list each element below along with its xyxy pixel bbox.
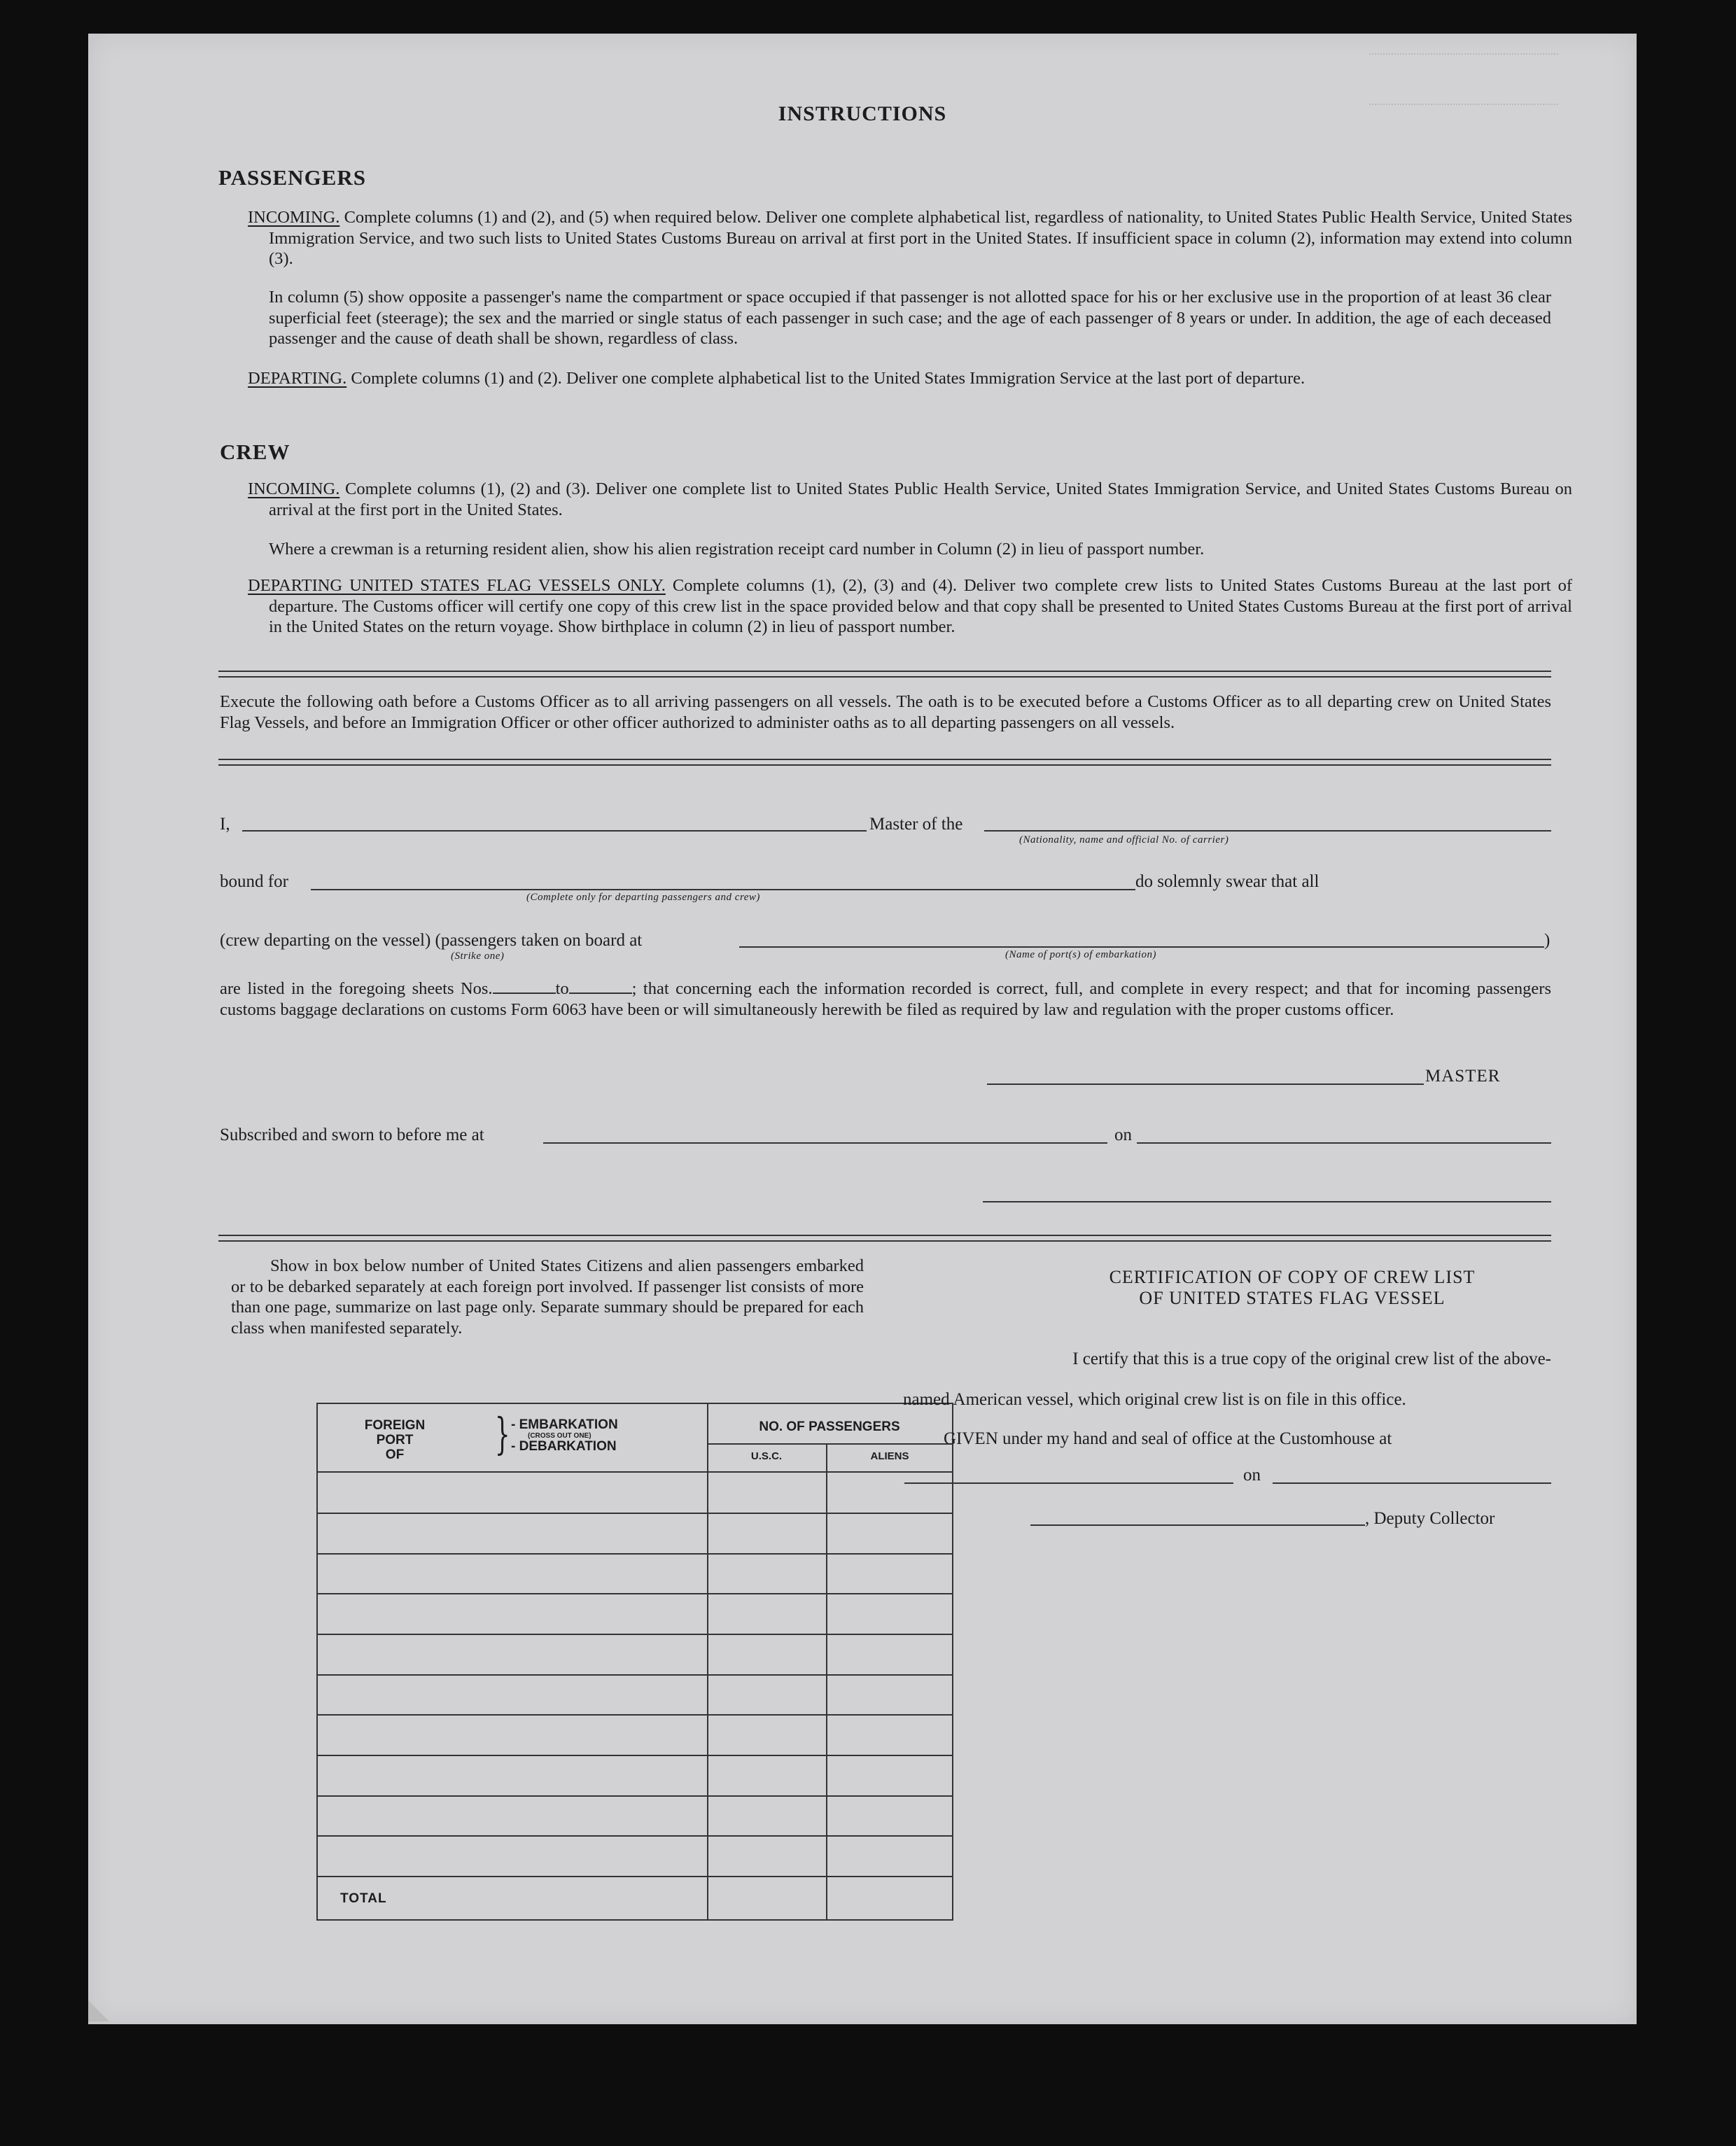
passengers-departing-text: Complete columns (1) and (2). Deliver one complete alphabetical list to the United States Immigration Service at the last port of departure. bbox=[351, 369, 1306, 388]
deputy-collector-signature-field[interactable] bbox=[1030, 1524, 1365, 1526]
crew-departing-label: (crew departing on the vessel) (passengers taken on board at bbox=[220, 931, 643, 950]
passengers-count-header: NO. OF PASSENGERS bbox=[759, 1419, 900, 1434]
close-paren: ) bbox=[1544, 931, 1550, 950]
usc-header: U.S.C. bbox=[750, 1450, 783, 1462]
certification-title-line2: OF UNITED STATES FLAG VESSEL bbox=[1139, 1288, 1446, 1308]
certify-line1: I certify that this is a true copy of the original crew list of the above- bbox=[1072, 1349, 1551, 1368]
master-name-field[interactable] bbox=[242, 830, 867, 832]
sworn-place-field[interactable] bbox=[543, 1142, 1107, 1144]
passengers-departing-paragraph bbox=[248, 368, 1572, 389]
of-label: OF bbox=[385, 1447, 405, 1462]
bound-for-caption: (Complete only for departing passengers and crew) bbox=[526, 892, 760, 903]
to-label: to bbox=[555, 979, 569, 998]
embarkation-label: - EMBARKATION bbox=[511, 1417, 618, 1432]
carrier-field[interactable] bbox=[984, 830, 1551, 832]
oath-instructions-paragraph: Execute the following oath before a Customs Officer as to all arriving passengers on all vessels. The oath is to be executed before a Customs Officer as to all departing crew on United States Flag Vessels, and before an Immigration Officer or other officer authorized to administer oaths as to all departing passengers on all vessels. bbox=[220, 692, 1551, 732]
corner-fold bbox=[88, 2000, 109, 2021]
page-title: INSTRUCTIONS bbox=[778, 102, 947, 125]
table-row bbox=[318, 1876, 952, 1877]
brace-icon: } bbox=[494, 1408, 510, 1459]
table-row bbox=[318, 1714, 952, 1716]
table-row bbox=[318, 1835, 952, 1837]
master-signature-field[interactable] bbox=[987, 1083, 1424, 1085]
cross-out-label: (CROSS OUT ONE) bbox=[528, 1432, 592, 1440]
oath-i-label: I, bbox=[220, 815, 230, 834]
ports-of-embarkation-field[interactable] bbox=[739, 946, 1544, 948]
passengers-incoming-label: INCOMING. bbox=[248, 208, 340, 227]
table-divider bbox=[707, 1443, 952, 1445]
table-row bbox=[318, 1634, 952, 1635]
strike-one-caption: (Strike one) bbox=[451, 951, 505, 962]
listed-text: ; that concerning each the information recorded is correct, full, and complete in every respect; and that for incoming passengers customs baggage declarations on customs Form 6063 have been or will simultaneously herewith be filed as required by law and regulation with the proper customs officer. bbox=[220, 979, 1551, 1019]
crew-heading: CREW bbox=[220, 440, 290, 464]
table-row bbox=[318, 1553, 952, 1555]
crew-incoming-paragraph bbox=[248, 479, 1572, 520]
deputy-collector-label: , Deputy Collector bbox=[1365, 1509, 1495, 1528]
certification-on-label: on bbox=[1243, 1466, 1261, 1485]
bleed-through-stamp bbox=[1369, 53, 1558, 105]
table-divider bbox=[826, 1443, 827, 1919]
crew-departing-paragraph bbox=[248, 575, 1572, 638]
listed-paragraph bbox=[220, 979, 1551, 1020]
sworn-on-label: on bbox=[1114, 1125, 1132, 1144]
port-label: PORT bbox=[376, 1433, 414, 1447]
certify-line2: named American vessel, which original crew list is on file in this office. bbox=[903, 1390, 1406, 1409]
passengers-column5-paragraph: In column (5) show opposite a passenger's name the compartment or space occupied if that passenger is not allotted space for his or her exclusive use in the proportion of at least 36 clear superficial feet (steerage); the sex and the married or single status of each passenger in such case; and the age of each passenger of 8 years or under. In addition, the age of each deceased passenger and the cause of death shall be shown, regardless of class. bbox=[269, 288, 1551, 348]
section-divider bbox=[218, 1235, 1551, 1242]
section-divider bbox=[218, 759, 1551, 766]
aliens-header: ALIENS bbox=[870, 1450, 909, 1462]
table-row bbox=[318, 1513, 952, 1514]
certification-date-field[interactable] bbox=[1273, 1482, 1551, 1484]
given-text: GIVEN under my hand and seal of office at the Customhouse at bbox=[944, 1429, 1392, 1448]
table-divider bbox=[318, 1471, 952, 1473]
passengers-heading: PASSENGERS bbox=[218, 165, 366, 190]
certification-title bbox=[963, 1267, 1621, 1309]
swear-label: do solemnly swear that all bbox=[1135, 872, 1320, 891]
crew-incoming-text: Complete columns (1), (2) and (3). Deliver one complete list to United States Public Health Service, United States Immigration Service, and United States Customs Bureau on arrival at the first port in the United States. bbox=[269, 479, 1572, 519]
master-label: MASTER bbox=[1425, 1067, 1501, 1086]
crew-departing-label: DEPARTING UNITED STATES FLAG VESSELS ONLY. bbox=[248, 576, 666, 595]
carrier-caption: (Nationality, name and official No. of carrier) bbox=[1019, 834, 1229, 846]
sworn-date-field[interactable] bbox=[1137, 1142, 1551, 1144]
table-row bbox=[318, 1755, 952, 1756]
passengers-incoming-text: Complete columns (1) and (2), and (5) when required below. Deliver one complete alphabetical list, regardless of nationality, to United States Public Health Service, United States Immigration Service, and two such lists to United States Customs Bureau on arrival at first port in the United States. If insufficient space in column (2), information may extend into column (3). bbox=[269, 208, 1572, 268]
ports-caption: (Name of port(s) of embarkation) bbox=[1005, 949, 1156, 960]
sheet-from-field[interactable] bbox=[493, 980, 556, 994]
foreign-label: FOREIGN bbox=[364, 1418, 426, 1433]
section-divider bbox=[218, 671, 1551, 678]
bound-for-field[interactable] bbox=[311, 889, 1135, 890]
crew-incoming-label: INCOMING. bbox=[248, 479, 340, 498]
sheet-to-field[interactable] bbox=[569, 980, 632, 994]
table-row bbox=[318, 1674, 952, 1676]
table-row bbox=[318, 1593, 952, 1594]
passengers-incoming-paragraph bbox=[248, 207, 1572, 269]
debarkation-label: - DEBARKATION bbox=[511, 1439, 617, 1454]
bound-for-label: bound for bbox=[220, 872, 288, 891]
table-row bbox=[318, 1795, 952, 1797]
total-label: TOTAL bbox=[340, 1891, 387, 1906]
port-summary-table bbox=[316, 1403, 953, 1921]
crew-departing-text: Complete columns (1), (2), (3) and (4). Deliver two complete crew lists to United States Customs Bureau at the last port of departure. The Customs officer will certify one copy of this crew list in the space provided below and that copy shall be presented to United States Customs Bureau at the first port of arrival in the United States on the return voyage. Show birthplace in column (2) in lieu of passport number. bbox=[269, 576, 1572, 636]
summary-instructions: Show in box below number of United States Citizens and alien passengers embarked or to be debarked separately at each foreign port involved. If passenger list consists of more than one page, summarize on last page only. Separate summary should be prepared for each class when manifested separately. bbox=[231, 1256, 864, 1338]
form-page bbox=[88, 34, 1637, 2024]
certification-title-line1: CERTIFICATION OF COPY OF CREW LIST bbox=[1109, 1267, 1476, 1287]
crew-resident-paragraph: Where a crewman is a returning resident alien, show his alien registration receipt card number in Column (2) in lieu of passport number. bbox=[269, 540, 1205, 559]
listed-prefix: are listed in the foregoing sheets Nos. bbox=[220, 979, 493, 998]
passengers-departing-label: DEPARTING. bbox=[248, 369, 347, 388]
officer-signature-field[interactable] bbox=[983, 1201, 1551, 1202]
master-of-label: Master of the bbox=[869, 815, 963, 834]
subscribed-label: Subscribed and sworn to before me at bbox=[220, 1125, 484, 1144]
table-divider bbox=[707, 1404, 708, 1919]
foreign-port-header bbox=[346, 1418, 444, 1462]
embark-debark-header bbox=[511, 1418, 618, 1454]
customhouse-field[interactable] bbox=[904, 1482, 1233, 1484]
